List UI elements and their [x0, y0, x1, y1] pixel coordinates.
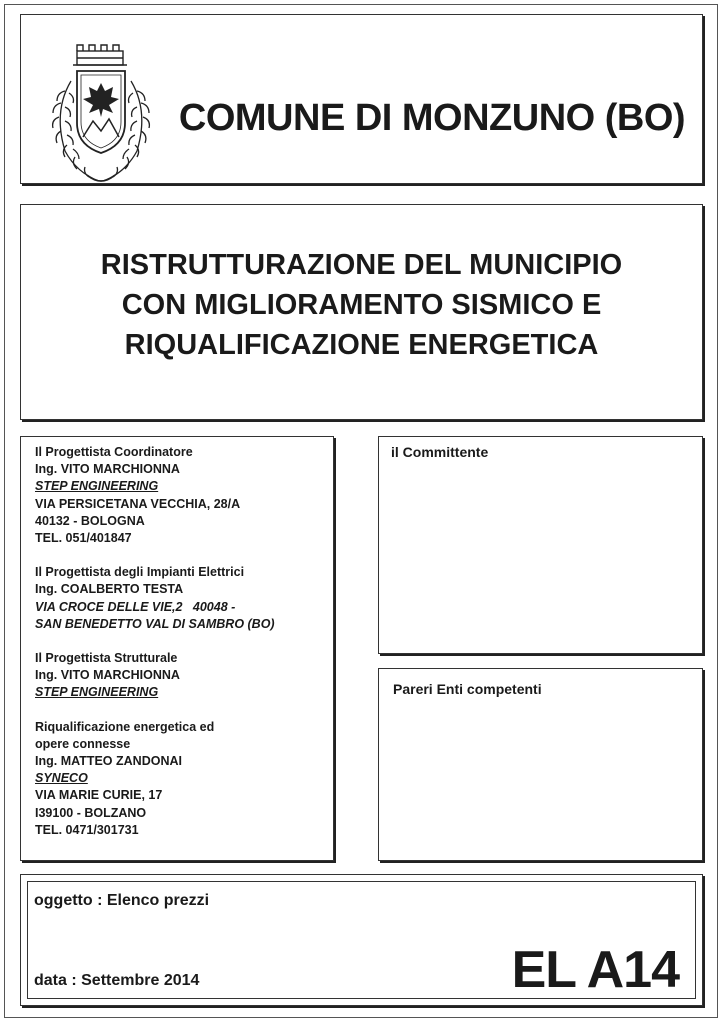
- footer-box: [20, 874, 703, 1006]
- project-title-box: [20, 204, 703, 420]
- electrical-role: Il Progettista degli Impianti Elettrici: [35, 565, 245, 580]
- electrical-address-1: VIA CROCE DELLE VIE,2 40048 -: [35, 599, 236, 614]
- designers-box: [20, 436, 334, 861]
- energy-city: I39100 - BOLZANO: [35, 805, 147, 820]
- electrical-name: Ing. COALBERTO TESTA: [35, 582, 184, 597]
- coordinator-address: VIA PERSICETANA VECCHIA, 28/A: [35, 496, 241, 511]
- structural-company: STEP ENGINEERING: [35, 685, 159, 700]
- footer-inner-frame: [27, 881, 696, 999]
- oggetto-label: oggetto : Elenco prezzi: [34, 892, 210, 909]
- coordinator-company: STEP ENGINEERING: [35, 479, 159, 494]
- electrical-address-2: SAN BENEDETTO VAL DI SAMBRO (BO): [35, 616, 275, 631]
- energy-name: Ing. MATTEO ZANDONAI: [35, 754, 182, 769]
- committente-box: [378, 436, 703, 654]
- header-box: [20, 14, 703, 184]
- coordinator-city: 40132 - BOLOGNA: [35, 513, 145, 528]
- energy-phone: TEL. 0471/301731: [35, 822, 139, 837]
- coordinator-name: Ing. VITO MARCHIONNA: [35, 462, 180, 477]
- date-label: data : Settembre 2014: [34, 972, 200, 989]
- project-title-line: CON MIGLIORAMENTO SISMICO E: [121, 289, 602, 321]
- project-title-line: RIQUALIFICAZIONE ENERGETICA: [124, 329, 599, 361]
- coordinator-role: Il Progettista Coordinatore: [35, 445, 193, 459]
- pareri-box: [378, 668, 703, 861]
- coordinator-phone: TEL. 051/401847: [35, 531, 132, 546]
- energy-role-1: Riqualificazione energetica ed: [35, 719, 215, 734]
- committente-label: il Committente: [391, 444, 489, 460]
- energy-company: SYNECO: [35, 771, 88, 786]
- document-code: EL A14: [511, 941, 679, 999]
- structural-role: Il Progettista Strutturale: [35, 651, 178, 666]
- designers-list: [35, 444, 325, 839]
- energy-address: VIA MARIE CURIE, 17: [35, 788, 163, 803]
- coat-of-arms-icon: [43, 41, 159, 187]
- project-title-line: RISTRUTTURAZIONE DEL MUNICIPIO: [100, 249, 623, 281]
- structural-name: Ing. VITO MARCHIONNA: [35, 668, 180, 683]
- municipality-title: COMUNE DI MONZUNO (BO): [178, 97, 686, 139]
- energy-role-2: opere connesse: [35, 736, 131, 751]
- project-title: [21, 245, 702, 365]
- pareri-label: Pareri Enti competenti: [393, 681, 542, 697]
